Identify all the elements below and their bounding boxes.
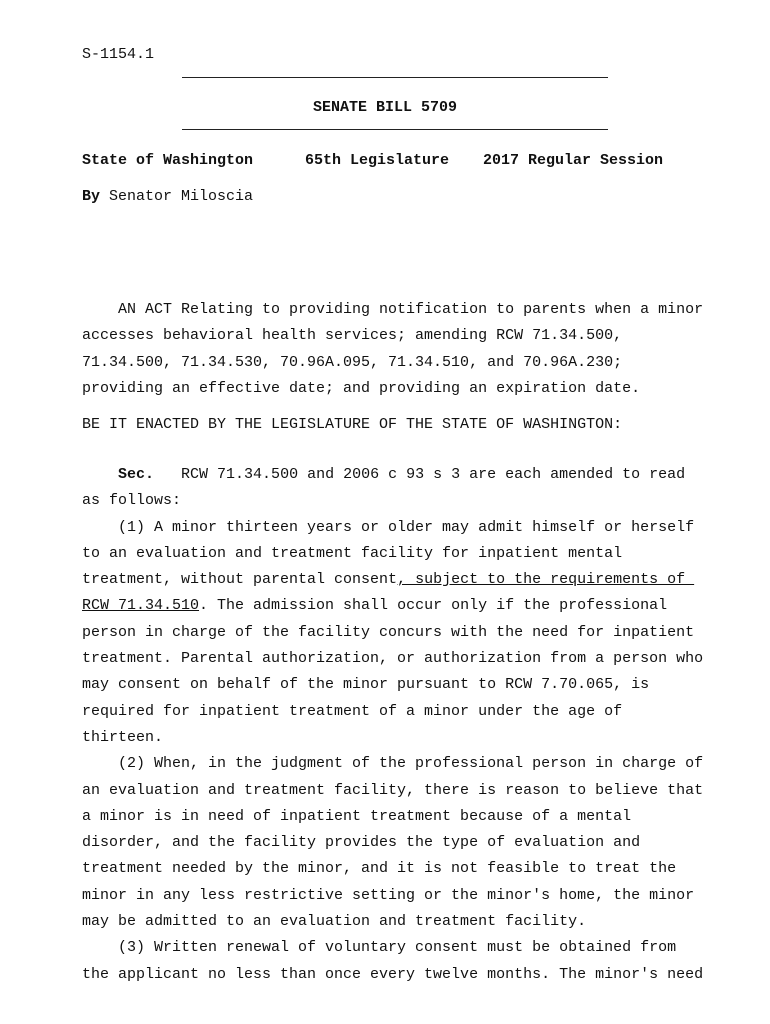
sponsor-line <box>82 188 253 205</box>
section-heading <box>82 462 722 488</box>
body-line: required for inpatient treatment of a minor under the age of <box>82 702 623 720</box>
inserted-text: , subject to the requirements of <box>397 571 695 589</box>
body-line: an evaluation and treatment facility, there is reason to believe that <box>82 781 704 799</box>
bill-title: SENATE BILL 5709 <box>312 99 458 116</box>
body-line: may be admitted to an evaluation and treatment facility. <box>82 913 587 931</box>
body-line: treatment. Parental authorization, or authorization from a person who <box>82 650 704 668</box>
body-line: a minor is in need of inpatient treatment because of a mental <box>82 807 632 825</box>
act-line: AN ACT Relating to providing notification to parents when a minor <box>82 301 704 318</box>
body-text: . The admission shall occur only if the professional <box>199 597 668 615</box>
act-title <box>82 297 722 402</box>
body-line: disorder, and the facility provides the type of evaluation and <box>82 834 641 852</box>
body-line: the applicant no less than once every twelve months. The minor's need <box>82 965 704 983</box>
body-line: person in charge of the facility concurs with the need for inpatient <box>82 623 695 641</box>
body-line: thirteen. <box>82 728 164 746</box>
legislature-name: 65th Legislature <box>305 152 450 169</box>
act-line: accesses behavioral health services; amending RCW 71.34.500, <box>82 327 623 345</box>
section-heading-cont: as follows: <box>82 492 182 510</box>
body-line: minor in any less restrictive setting or the minor's home, the minor <box>82 886 695 904</box>
section-heading-text: RCW 71.34.500 and 2006 c 93 s 3 are each amended to read <box>181 466 686 483</box>
title-rule-top <box>182 77 608 78</box>
body-line: (1) A minor thirteen years or older may admit himself or herself <box>82 518 695 536</box>
enacting-clause: BE IT ENACTED BY THE LEGISLATURE OF THE STATE OF WASHINGTON: <box>82 416 623 433</box>
body-line: (3) Written renewal of voluntary consent must be obtained from <box>82 939 677 957</box>
act-line: providing an effective date; and providing an expiration date. <box>82 379 641 397</box>
body-line: may consent on behalf of the minor pursuant to RCW 7.70.065, is <box>82 676 650 694</box>
state-name: State of Washington <box>82 152 254 169</box>
sec-label: Sec. <box>118 466 155 483</box>
body-line <box>82 593 722 619</box>
body-text: treatment, without parental consent <box>82 571 398 589</box>
by-label: By <box>82 188 101 205</box>
session-name: 2017 Regular Session <box>483 152 664 169</box>
bill-code: S-1154.1 <box>82 46 155 63</box>
body-line <box>82 567 722 593</box>
sponsor-name: Senator Miloscia <box>109 188 254 205</box>
body-line: treatment needed by the minor, and it is not feasible to treat the <box>82 860 677 878</box>
section-body <box>82 462 722 988</box>
act-line: 71.34.500, 71.34.530, 70.96A.095, 71.34.510, and 70.96A.230; <box>82 353 623 371</box>
body-line: to an evaluation and treatment facility for inpatient mental <box>82 544 623 562</box>
title-rule-bottom <box>182 129 608 130</box>
inserted-text: RCW 71.34.510 <box>82 597 200 615</box>
body-line: (2) When, in the judgment of the professional person in charge of <box>82 755 704 773</box>
